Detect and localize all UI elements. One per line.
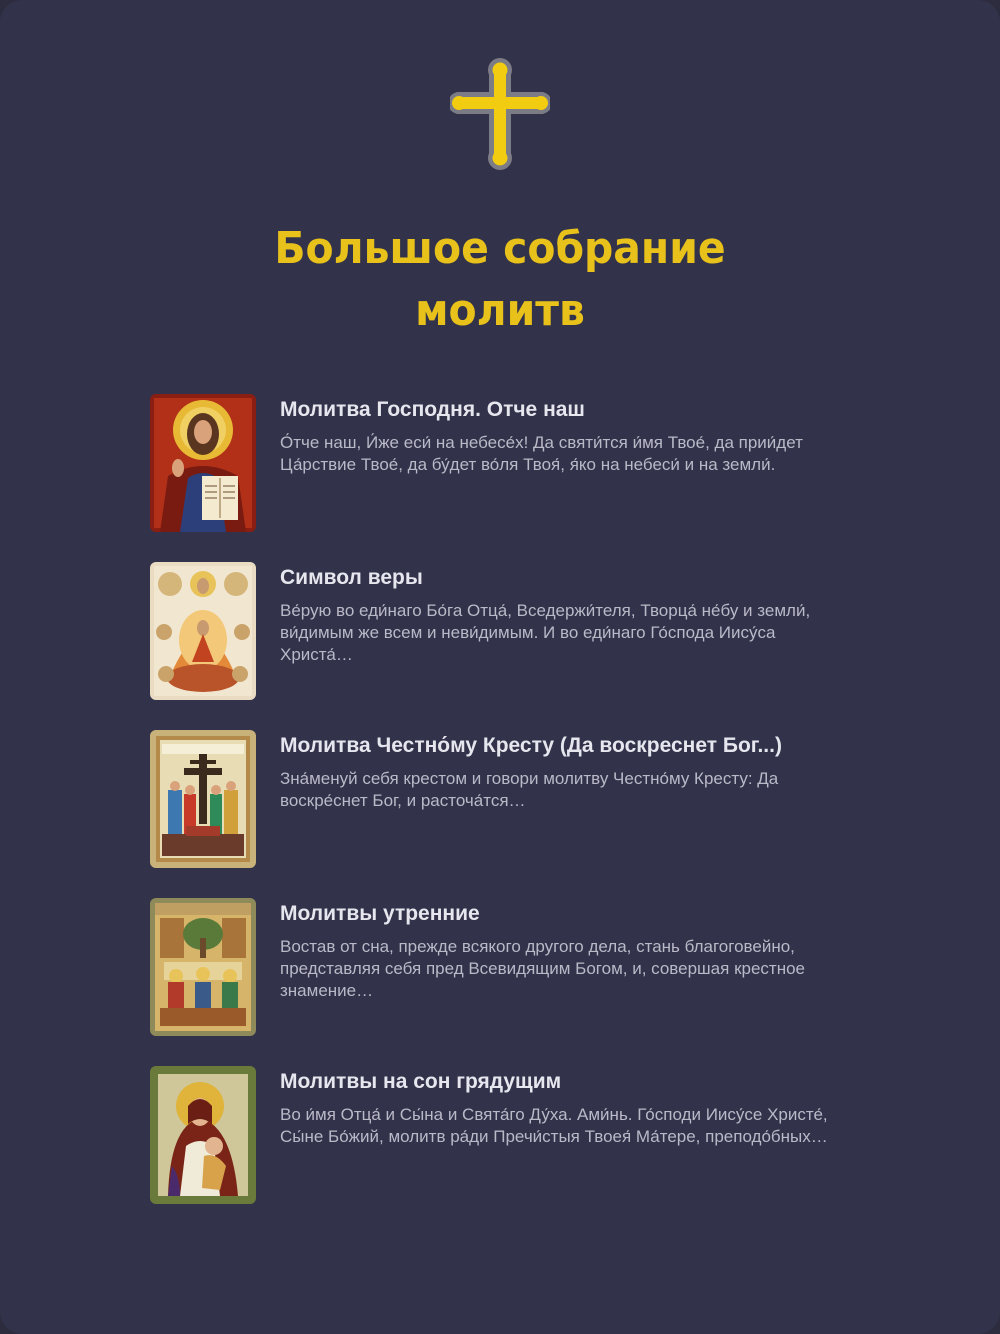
prayer-item-na-son-gryadushchim[interactable] bbox=[150, 1066, 840, 1234]
prayer-description: О́тче наш, И́же еси́ на небесе́х! Да святи́тся и́мя Твое́, да прии́дет Ца́рствие Твое́, да бу́дет во́ля Твоя́, я́ко на небеси́ и на земли́. bbox=[280, 433, 803, 474]
saints-gathering-icon bbox=[150, 898, 256, 1036]
page-title bbox=[175, 218, 826, 342]
prayer-title: Молитвы на сон грядущим bbox=[280, 1070, 562, 1093]
orthodox-cross-icon bbox=[450, 58, 550, 170]
prayer-title: Молитва Честно́му Кресту (Да воскреснет Бог...) bbox=[280, 734, 782, 757]
prayer-description: Во и́мя Отца́ и Сы́на и Свята́го Ду́ха. Ами́нь. Го́споди Иису́се Христе́, Сы́не Бо́жий, молитв ра́ди Пречи́стыя Твоея́ Ма́тере, преподо́бных… bbox=[280, 1105, 828, 1146]
prayer-list bbox=[150, 394, 840, 1234]
prayer-item-chestnomu-krestu[interactable] bbox=[150, 730, 840, 898]
prayer-item-simvol-very[interactable] bbox=[150, 562, 840, 730]
prayer-title: Молитва Господня. Отче наш bbox=[280, 398, 585, 421]
prayer-item-otche-nash[interactable] bbox=[150, 394, 840, 562]
prayer-title: Молитвы утренние bbox=[280, 902, 480, 925]
prayer-description: Ве́рую во еди́наго Бо́га Отца́, Вседержи́теля, Творца́ не́бу и земли́, ви́димым же всем и неви́димым. И во еди́наго Го́спода Иису́са Христа́… bbox=[280, 601, 811, 664]
page-title-line-2: молитв bbox=[415, 285, 585, 336]
christ-pantocrator-icon bbox=[150, 394, 256, 532]
theotokos-icon bbox=[150, 1066, 256, 1204]
prayer-description: Зна́менуй себя крестом и говори молитву Честно́му Кресту: Да воскре́снет Бог, и расточа́тся… bbox=[280, 769, 779, 810]
holy-trinity-icon bbox=[150, 562, 256, 700]
prayer-item-utrennie[interactable] bbox=[150, 898, 840, 1066]
page-title-line-1: Большое собрание bbox=[274, 223, 726, 274]
exaltation-of-cross-icon bbox=[150, 730, 256, 868]
prayer-title: Символ веры bbox=[280, 566, 423, 589]
prayer-description: Востав от сна, прежде всякого другого дела, стань благоговейно, представляя себя пред Всевидящим Богом, и, совершая крестное знамение… bbox=[280, 937, 805, 1000]
